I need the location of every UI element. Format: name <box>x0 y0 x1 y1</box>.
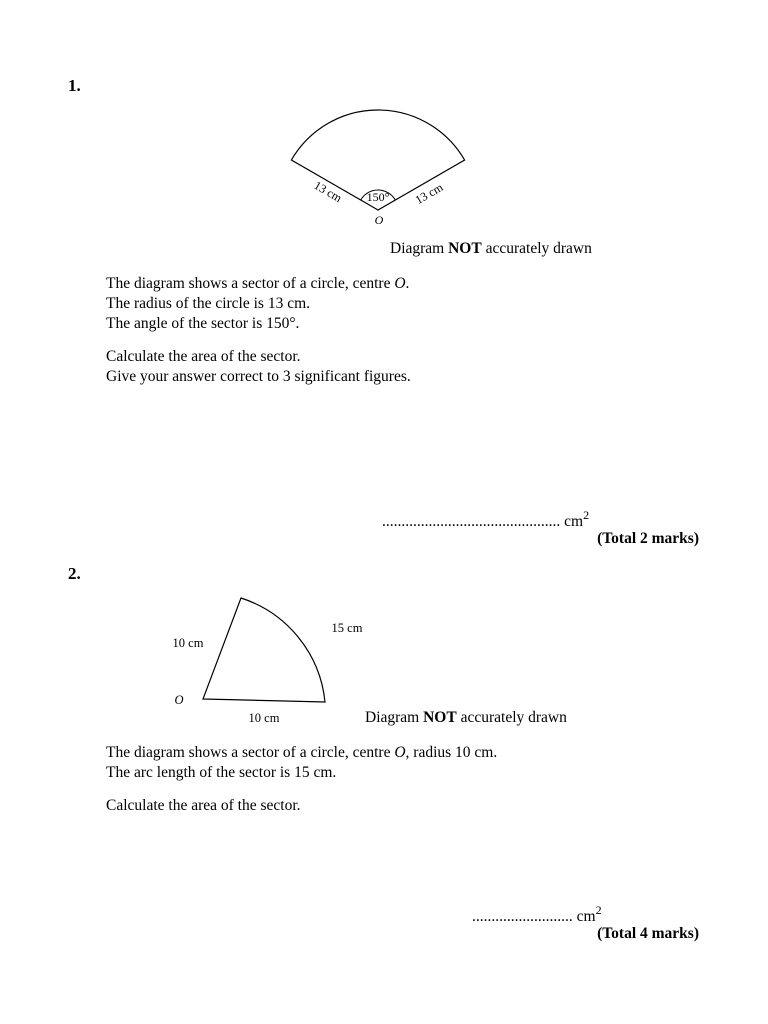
q2-answer-unit: cm <box>576 908 596 925</box>
q2-total-marks: (Total 4 marks) <box>597 925 699 942</box>
q2-answer-power: 2 <box>595 903 602 917</box>
q1-description-line: The radius of the circle is 13 cm. <box>106 295 311 312</box>
q1-caption-post: accurately drawn <box>481 240 592 257</box>
q2-description-line: The arc length of the sector is 15 cm. <box>106 764 337 781</box>
q2-caption-post: accurately drawn <box>456 709 567 726</box>
q1-diagram-caption <box>390 240 592 258</box>
q1-answer-dots: .............................................. <box>382 513 561 530</box>
q1-instruction-line: Give your answer correct to 3 significant figures. <box>106 368 411 385</box>
q2-description <box>106 743 497 783</box>
q1-description-line: The diagram shows a sector of a circle, centre O. <box>106 275 410 292</box>
q1-angle-label: 150° <box>366 190 390 204</box>
q1-caption-pre: Diagram <box>390 240 449 257</box>
question-2-number: 2. <box>68 564 81 583</box>
q1-description-line: The angle of the sector is 150°. <box>106 315 300 332</box>
q2-answer-line[interactable] <box>472 903 602 926</box>
q2-sector-outline <box>203 598 325 702</box>
q2-diagram-caption <box>365 709 567 727</box>
question-1-number: 1. <box>68 76 81 95</box>
q1-radius-label-left: 13 cm <box>311 178 345 206</box>
q1-instructions <box>106 347 411 387</box>
q1-caption-bold: NOT <box>448 240 482 257</box>
q1-answer-line[interactable] <box>382 508 589 531</box>
q1-radius-label-right: 13 cm <box>412 180 446 208</box>
q2-description-line: The diagram shows a sector of a circle, centre O, radius 10 cm. <box>106 744 498 761</box>
q2-answer-dots: .......................... <box>472 908 573 925</box>
q1-description <box>106 274 409 334</box>
q2-radius-label-bottom: 10 cm <box>248 711 280 725</box>
q1-answer-unit: cm <box>564 513 584 530</box>
q1-centre-label: O <box>374 213 384 227</box>
q2-arc-label: 15 cm <box>331 621 363 635</box>
q2-caption-pre: Diagram <box>365 709 424 726</box>
q2-instructions <box>106 796 301 816</box>
q1-total-marks: (Total 2 marks) <box>597 530 699 547</box>
q2-caption-bold: NOT <box>423 709 457 726</box>
q2-centre-label: O <box>174 693 184 707</box>
q2-radius-label-left: 10 cm <box>172 636 204 650</box>
q1-answer-power: 2 <box>583 508 590 522</box>
q2-instruction-line: Calculate the area of the sector. <box>106 797 301 814</box>
q1-instruction-line: Calculate the area of the sector. <box>106 348 301 365</box>
